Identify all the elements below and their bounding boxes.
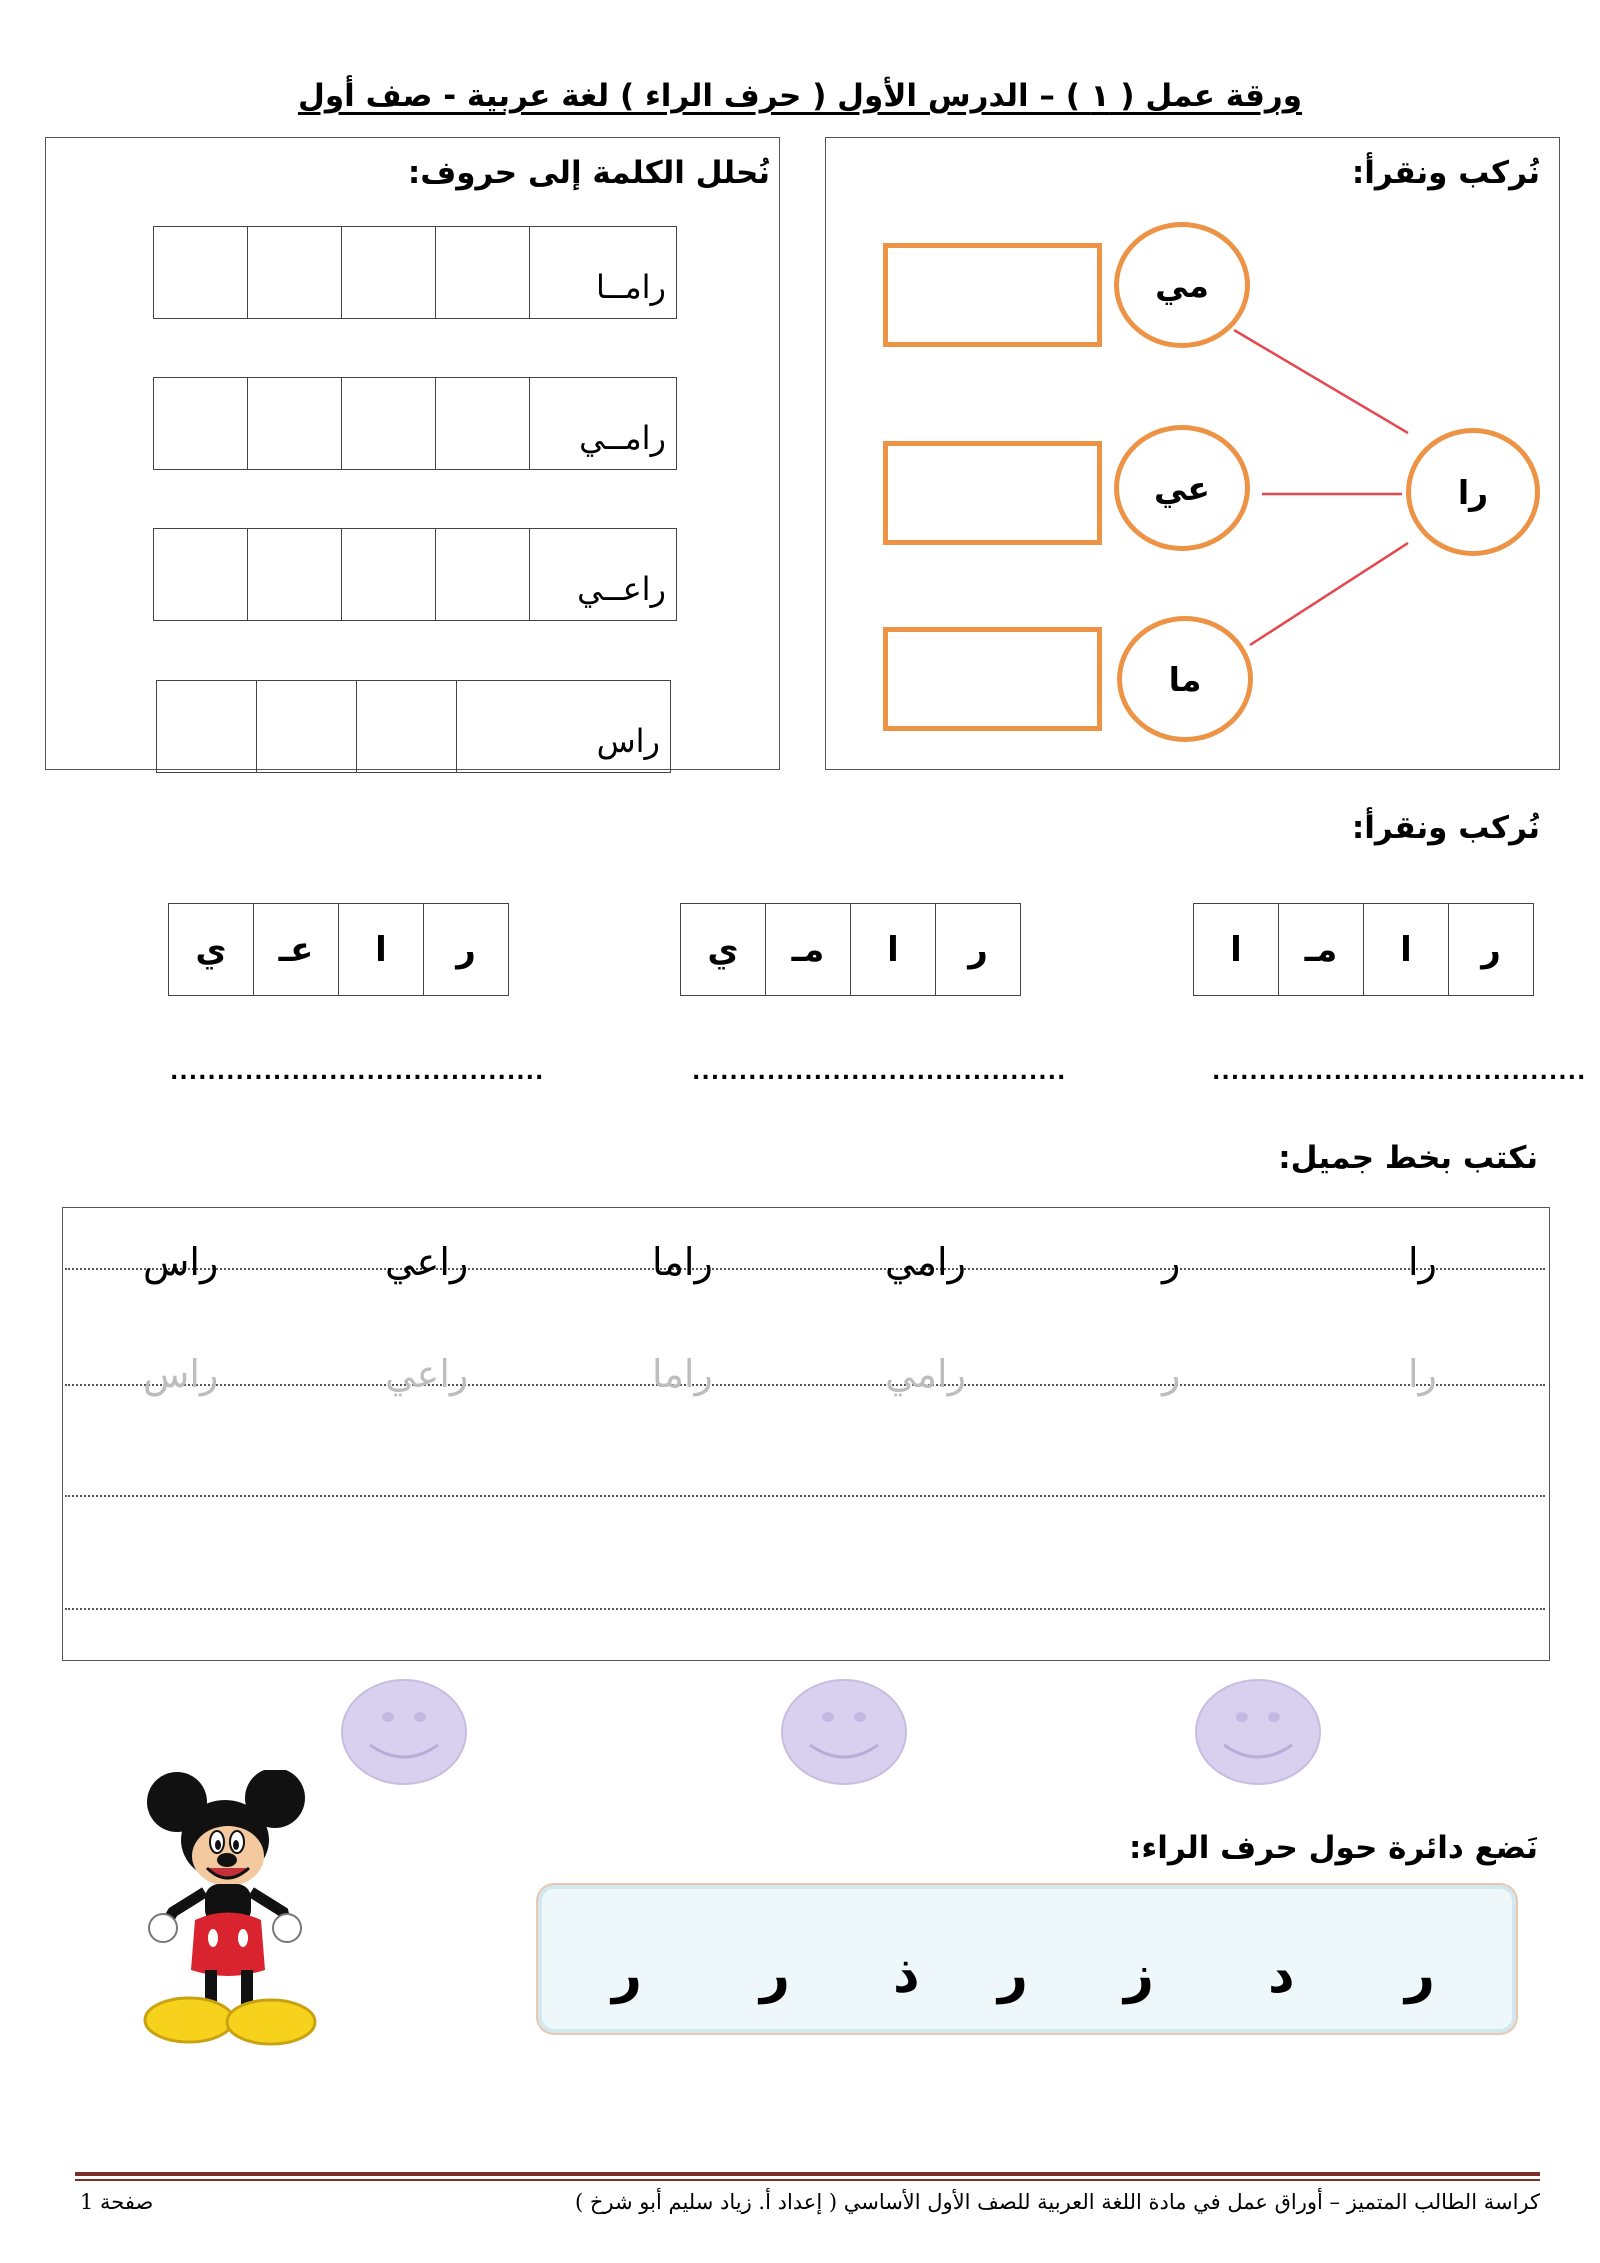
smiley-icon — [1194, 1677, 1322, 1787]
model-word: راعي — [385, 1240, 469, 1284]
letter-cell[interactable] — [357, 681, 457, 773]
letter: ي — [681, 904, 766, 996]
word-label: راس — [457, 681, 671, 773]
word-label: رامــا — [530, 227, 677, 319]
connector-ma — [1250, 543, 1408, 645]
connector-mi — [1234, 330, 1408, 433]
footer-rule-thin — [75, 2179, 1540, 2181]
letter-cell[interactable] — [154, 529, 248, 621]
letter-group-2 — [680, 903, 1021, 996]
letter: مـ — [1279, 904, 1364, 996]
letter-cell[interactable] — [248, 529, 342, 621]
letter-cell[interactable] — [154, 378, 248, 470]
answer-dots-3[interactable]: ........................................ — [170, 1060, 545, 1085]
letter-choice[interactable]: ر — [612, 1945, 642, 2005]
model-word: را — [1408, 1240, 1437, 1284]
letter-cell[interactable] — [154, 227, 248, 319]
trace-word: راس — [143, 1352, 219, 1396]
letter-cell[interactable] — [248, 378, 342, 470]
letter-cell[interactable] — [436, 227, 530, 319]
smiley-icon — [780, 1677, 908, 1787]
answer-box-3[interactable] — [883, 627, 1102, 731]
word-label: راعــي — [530, 529, 677, 621]
model-word: راس — [143, 1240, 219, 1284]
word-label: رامــي — [530, 378, 677, 470]
trace-word: را — [1408, 1352, 1437, 1396]
mickey-mouse-illustration — [125, 1770, 325, 2070]
letter-group-3 — [168, 903, 509, 996]
syllable-circle-1 — [1114, 222, 1250, 348]
center-syllable: را — [1457, 472, 1489, 512]
syllable-circle-3 — [1117, 616, 1253, 742]
letter-cell[interactable] — [342, 378, 436, 470]
letter: ر — [1449, 904, 1534, 996]
trace-word: ر — [1162, 1352, 1181, 1396]
writing-line-2[interactable] — [65, 1384, 1545, 1386]
smiley-icon — [340, 1677, 468, 1787]
answer-box-1[interactable] — [883, 243, 1102, 347]
syllable-text: ما — [1168, 659, 1202, 699]
analyze-heading: نُحلل الكلمة إلى حروف: — [407, 155, 770, 191]
letter-choice[interactable]: ذ — [893, 1945, 920, 2005]
word-table-3 — [153, 528, 677, 621]
answer-dots-2[interactable]: ........................................ — [692, 1060, 1067, 1085]
answer-dots-1[interactable]: ........................................ — [1212, 1060, 1587, 1085]
compose-read-heading: نُركب ونقرأ: — [1351, 810, 1540, 846]
letter: ا — [851, 904, 936, 996]
letter: ر — [424, 904, 509, 996]
footer-credit: كراسة الطالب المتميز – أوراق عمل في مادة اللغة العربية للصف الأول الأساسي ( إعداد أ. زياد سليم أبو شرخ ) — [574, 2190, 1540, 2214]
letter-choice[interactable]: ز — [1124, 1945, 1154, 2005]
handwriting-box — [62, 1207, 1550, 1661]
letter-cell[interactable] — [342, 227, 436, 319]
letter: ر — [936, 904, 1021, 996]
letter: ا — [339, 904, 424, 996]
worksheet-title: ورقة عمل ( ١ ) – الدرس الأول ( حرف الراء ) لغة عربية - صف أول — [298, 78, 1302, 114]
letter-choice[interactable]: ر — [1405, 1945, 1435, 2005]
trace-word: راما — [652, 1352, 713, 1396]
syllable-text: عي — [1154, 468, 1210, 508]
model-word: رامي — [885, 1240, 966, 1284]
letter-cell[interactable] — [248, 227, 342, 319]
model-word: ر — [1162, 1240, 1181, 1284]
trace-word: رامي — [885, 1352, 966, 1396]
page-number: صفحة 1 — [80, 2190, 154, 2214]
letter-cell[interactable] — [342, 529, 436, 621]
letter: ي — [169, 904, 254, 996]
letter-choice[interactable]: ر — [998, 1945, 1028, 2005]
trace-word: راعي — [385, 1352, 469, 1396]
writing-line-1 — [65, 1268, 1545, 1270]
word-table-2 — [153, 377, 677, 470]
model-word: راما — [652, 1240, 713, 1284]
handwriting-heading: نكتب بخط جميل: — [1278, 1140, 1538, 1176]
letter-cell[interactable] — [436, 378, 530, 470]
circle-letter-heading: نَضع دائرة حول حرف الراء: — [1128, 1830, 1538, 1866]
letter: ا — [1364, 904, 1449, 996]
compose-heading: نُركب ونقرأ: — [1351, 155, 1540, 191]
answer-box-2[interactable] — [883, 441, 1102, 545]
letter: ا — [1194, 904, 1279, 996]
word-table-4 — [156, 680, 671, 773]
center-syllable-circle — [1406, 428, 1540, 556]
letter: عـ — [254, 904, 339, 996]
letter-cell[interactable] — [257, 681, 357, 773]
letter-group-1 — [1193, 903, 1534, 996]
letter-cell[interactable] — [157, 681, 257, 773]
writing-line-4[interactable] — [65, 1608, 1545, 1610]
footer-rule — [75, 2172, 1540, 2176]
syllable-circle-2 — [1114, 425, 1250, 551]
letter-cell[interactable] — [436, 529, 530, 621]
letter-choice[interactable]: د — [1268, 1945, 1295, 2005]
word-table-1 — [153, 226, 677, 319]
syllable-text: مي — [1155, 265, 1209, 305]
letter-choice[interactable]: ر — [760, 1945, 790, 2005]
letter: مـ — [766, 904, 851, 996]
writing-line-3[interactable] — [65, 1495, 1545, 1497]
